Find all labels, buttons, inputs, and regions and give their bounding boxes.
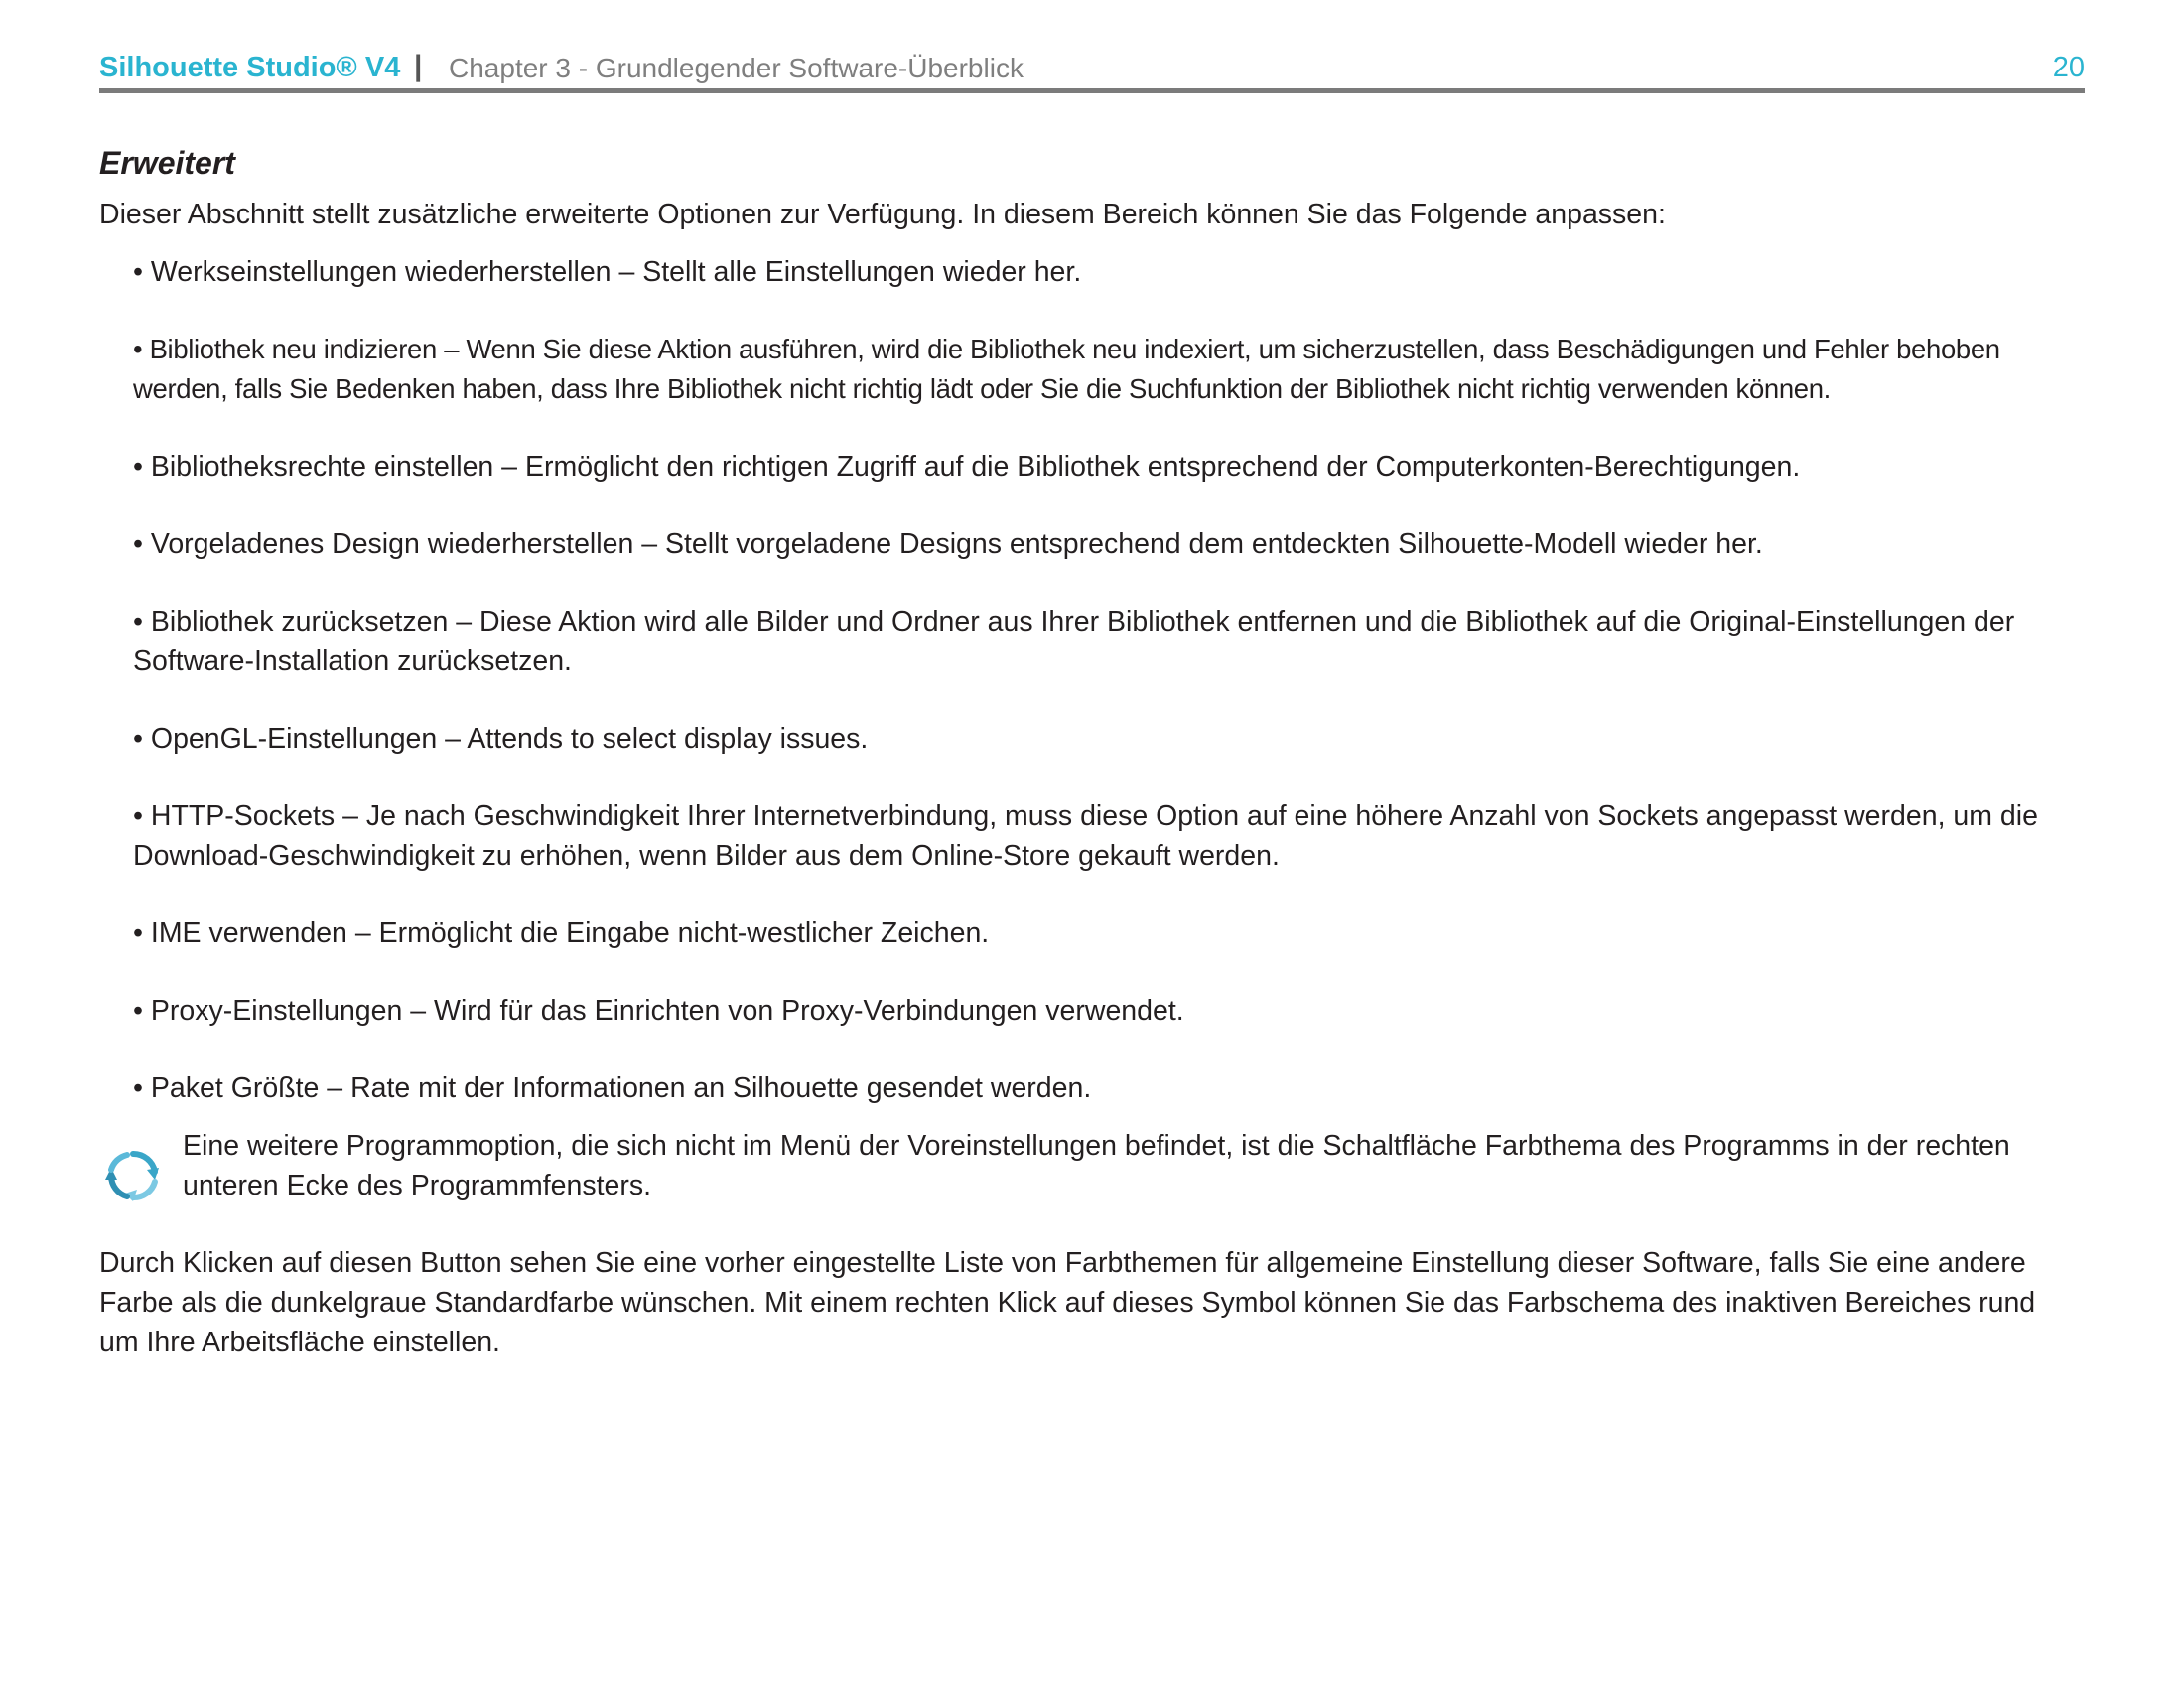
list-item: • Vorgeladenes Design wiederherstellen – Stellt vorgeladene Designs entsprechend dem entdeckten Silhouette-Modell wieder her. <box>133 528 1763 560</box>
note-text: Eine weitere Programmoption, die sich nicht im Menü der Voreinstellungen befindet, ist die Schaltfläche Farbthema des Programms in der rechten unteren Ecke des Programmfensters. <box>183 1130 2010 1201</box>
list-item: • Bibliothek neu indizieren – Wenn Sie diese Aktion ausführen, wird die Bibliothek neu indexiert, um sicherzustellen, dass Beschädigungen und Fehler behoben werden, falls Sie Bedenken haben, dass Ihre Bibliothek nicht richtig lädt oder Sie die Suchfunktion der Bibliothek nicht richtig verwenden können. <box>133 334 2000 404</box>
header-chapter-title: Chapter 3 - Grundlegender Software-Überblick <box>449 53 1024 83</box>
list-item: • Bibliothek zurücksetzen – Diese Aktion wird alle Bilder und Ordner aus Ihrer Bibliothek entfernen und die Bibliothek auf die Original-Einstellungen der Software-Installation zurücksetzen. <box>133 606 2015 677</box>
refresh-cycle-icon <box>103 1146 163 1205</box>
list-item: • Werkseinstellungen wiederherstellen – Stellt alle Einstellungen wieder her. <box>133 256 1082 288</box>
section-title: Erweitert <box>99 145 235 181</box>
list-item: • HTTP-Sockets – Je nach Geschwindigkeit Ihrer Internetverbindung, muss diese Option auf eine höhere Anzahl von Sockets angepasst werden, um die Download-Geschwindigkeit zu erhöhen, wenn Bilder aus dem Online-Store gekauft werden. <box>133 800 2038 872</box>
header-brand: Silhouette Studio® V4 <box>99 52 401 83</box>
header-separator: | <box>414 50 423 82</box>
list-item: • Paket Größte – Rate mit der Informationen an Silhouette gesendet werden. <box>133 1072 1092 1104</box>
section-intro: Dieser Abschnitt stellt zusätzliche erweiterte Optionen zur Verfügung. In diesem Bereich können Sie das Folgende anpassen: <box>99 199 1666 230</box>
list-item: • IME verwenden – Ermöglicht die Eingabe nicht-westlicher Zeichen. <box>133 917 990 949</box>
color-theme-note <box>99 1126 2085 1205</box>
page-header <box>99 48 2085 93</box>
page-number: 20 <box>2052 52 2085 83</box>
list-item: • Proxy-Einstellungen – Wird für das Einrichten von Proxy-Verbindungen verwendet. <box>133 995 1184 1027</box>
options-list <box>99 252 2085 1108</box>
list-item: • Bibliotheksrechte einstellen – Ermöglicht den richtigen Zugriff auf die Bibliothek entsprechend der Computerkonten-Berechtigungen. <box>133 451 1801 483</box>
closing-paragraph: Durch Klicken auf diesen Button sehen Sie eine vorher eingestellte Liste von Farbthemen für allgemeine Einstellung dieser Software, falls Sie eine andere Farbe als die dunkelgraue Standardfarbe wünschen. Mit einem rechten Klick auf dieses Symbol können Sie das Farbschema des inaktiven Bereiches rund um Ihre Arbeitsfläche einstellen. <box>99 1247 2036 1358</box>
page-content <box>99 141 2085 1362</box>
list-item: • OpenGL-Einstellungen – Attends to select display issues. <box>133 723 869 755</box>
